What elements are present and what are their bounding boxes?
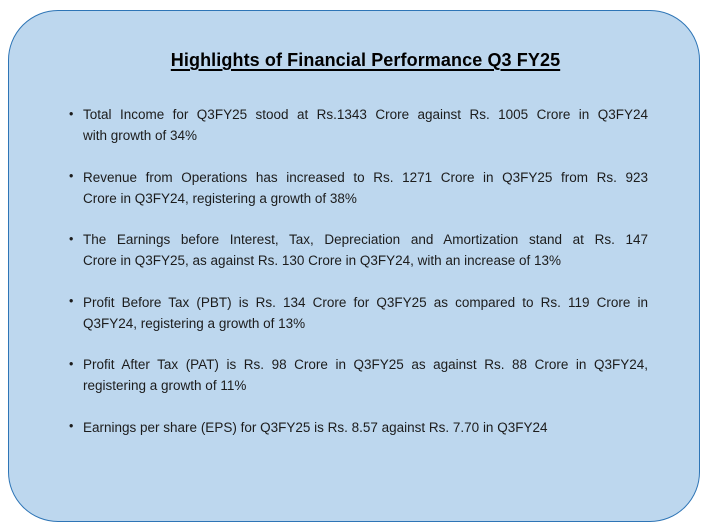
- highlights-list: [69, 104, 648, 438]
- bullet-dot-icon: •: [69, 106, 74, 121]
- bullet-item-total-income: [69, 104, 648, 146]
- bullet-line: registering a growth of 11%: [83, 378, 247, 393]
- bullet-line: The Earnings before Interest, Tax, Depreciation and Amortization stand at Rs. 147: [83, 232, 648, 247]
- bullet-line: Revenue from Operations has increased to Rs. 1271 Crore in Q3FY25 from Rs. 923: [83, 169, 648, 185]
- bullet-item-pbt: [69, 292, 648, 334]
- bullet-line: Q3FY24, registering a growth of 13%: [83, 315, 306, 331]
- bullet-item-eps: [69, 417, 648, 438]
- page-title: Highlights of Financial Performance Q3 FY25: [170, 50, 561, 70]
- bullet-line: Crore in Q3FY24, registering a growth of 38%: [83, 190, 357, 206]
- bullet-dot-icon: •: [69, 294, 74, 308]
- bullet-dot-icon: •: [69, 419, 74, 433]
- bullet-item-pat: [69, 354, 648, 396]
- bullet-dot-icon: •: [69, 356, 74, 371]
- card-content: [69, 11, 648, 438]
- bullet-item-ebitda: [69, 229, 648, 271]
- highlights-card: [8, 10, 700, 522]
- bullet-line: Crore in Q3FY25, as against Rs. 130 Crore in Q3FY24, with an increase of 13%: [83, 253, 561, 268]
- bullet-dot-icon: •: [69, 231, 74, 246]
- bullet-line: Profit After Tax (PAT) is Rs. 98 Crore in Q3FY25 as against Rs. 88 Crore in Q3FY24,: [83, 357, 648, 372]
- bullet-line: Profit Before Tax (PBT) is Rs. 134 Crore for Q3FY25 as compared to Rs. 119 Crore in: [83, 294, 648, 310]
- bullet-line: with growth of 34%: [83, 128, 198, 143]
- bullet-line: Earnings per share (EPS) for Q3FY25 is Rs. 8.57 against Rs. 7.70 in Q3FY24: [83, 419, 548, 435]
- bullet-dot-icon: •: [69, 169, 74, 183]
- bullet-line: Total Income for Q3FY25 stood at Rs.1343 Crore against Rs. 1005 Crore in Q3FY24: [83, 107, 648, 122]
- bullet-item-revenue: [69, 167, 648, 209]
